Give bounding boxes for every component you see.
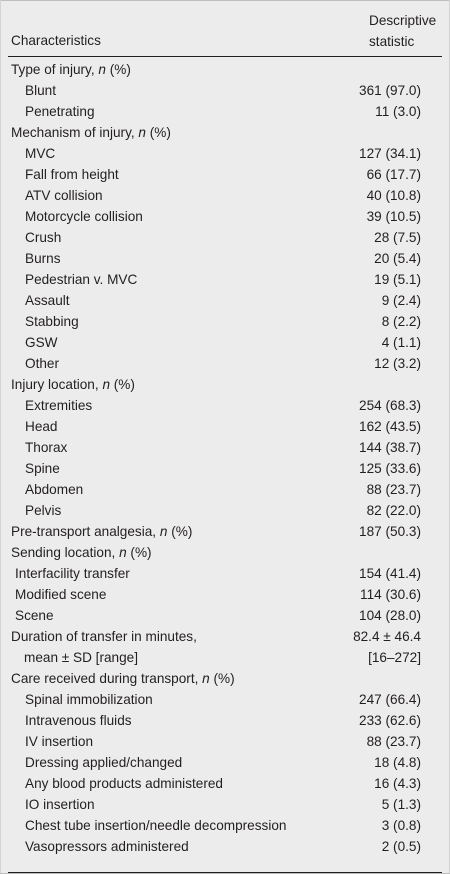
row-label [25, 164, 119, 185]
row-label-suffix: (%) [126, 545, 152, 560]
row-label-text: Stabbing [25, 314, 79, 329]
row-label-text: Spinal immobilization [25, 692, 153, 707]
table-row [8, 206, 442, 227]
row-label [25, 773, 223, 794]
row-label [25, 269, 137, 290]
table-row [8, 773, 442, 794]
row-label-text: Crush [25, 230, 62, 245]
row-label-suffix: (%) [110, 377, 135, 392]
row-label [11, 542, 152, 563]
row-label [25, 101, 95, 122]
header-characteristics: Characteristics [11, 33, 101, 48]
row-value: 4 (1.1) [381, 335, 421, 350]
row-label-text: Mechanism of injury, [11, 125, 139, 140]
row-value: 154 (41.4) [359, 566, 421, 581]
row-label-text: Any blood products administered [25, 776, 223, 791]
table-row [8, 395, 442, 416]
row-label [15, 563, 130, 584]
table-header [8, 0, 442, 57]
table-row [8, 836, 442, 857]
table-section-row [8, 521, 442, 542]
table-section-row [8, 668, 442, 689]
row-value: 8 (2.2) [381, 314, 421, 329]
row-label-text: Fall from height [25, 167, 119, 182]
table-row [8, 815, 442, 836]
table-row [8, 143, 442, 164]
row-label [25, 458, 60, 479]
row-label [25, 143, 55, 164]
table-row [8, 479, 442, 500]
row-value: 16 (4.3) [374, 776, 421, 791]
row-label [25, 836, 189, 857]
row-label [25, 752, 182, 773]
row-value: 9 (2.4) [381, 293, 421, 308]
table-section-row [8, 542, 442, 563]
row-label-italic: n [159, 524, 168, 539]
row-value: 233 (62.6) [359, 713, 421, 728]
row-value: 187 (50.3) [359, 524, 421, 539]
row-value: 2 (0.5) [381, 839, 421, 854]
row-value: 5 (1.3) [381, 797, 421, 812]
row-label-text: Care received during transport, [11, 671, 203, 686]
row-label-text: Chest tube insertion/needle decompression [25, 818, 287, 833]
table-row [8, 80, 442, 101]
row-label [25, 710, 132, 731]
row-label-suffix: (%) [167, 524, 193, 539]
row-label [11, 626, 197, 647]
row-label-text: MVC [25, 146, 56, 161]
row-label-text: Injury location, [11, 377, 103, 392]
row-label-text: IV insertion [25, 734, 94, 749]
row-label [11, 59, 131, 80]
row-label [25, 353, 59, 374]
row-label [25, 290, 70, 311]
row-label-text: ATV collision [25, 188, 103, 203]
row-label-text: Spine [25, 461, 60, 476]
row-label [25, 311, 79, 332]
row-label [11, 521, 192, 542]
row-label [25, 416, 58, 437]
row-value-line2: [16–272] [368, 650, 421, 665]
row-label-text: Extremities [25, 398, 93, 413]
row-label-text: Intravenous fluids [25, 713, 132, 728]
row-label [25, 815, 286, 836]
row-label-text: Vasopressors administered [25, 839, 189, 854]
row-label-text: Sending location, [11, 545, 120, 560]
table-row [8, 731, 442, 752]
row-label [25, 80, 56, 101]
row-value: 11 (3.0) [375, 104, 421, 119]
row-value: 66 (17.7) [366, 167, 421, 182]
table-row [8, 437, 442, 458]
row-label-line2: mean ± SD [range] [24, 650, 139, 665]
row-value: 18 (4.8) [374, 755, 421, 770]
row-label [25, 500, 61, 521]
table-section-row [8, 122, 442, 143]
table-row [8, 164, 442, 185]
row-label [25, 395, 92, 416]
table-row [8, 311, 442, 332]
table-row [8, 605, 442, 626]
table-body [8, 57, 442, 873]
row-value: 19 (5.1) [374, 272, 421, 287]
row-label-italic: n [202, 671, 210, 686]
row-value: 104 (28.0) [359, 608, 421, 623]
row-label-text: Head [25, 419, 58, 434]
row-label [25, 479, 83, 500]
table-row [8, 794, 442, 815]
table-row [8, 584, 442, 605]
row-label-suffix: (%) [105, 62, 131, 77]
row-label-text: Dressing applied/changed [25, 755, 183, 770]
row-label-text: Abdomen [25, 482, 84, 497]
row-label-suffix: (%) [145, 125, 171, 140]
header-descriptive-statistic [369, 10, 436, 52]
row-label [25, 206, 143, 227]
row-label-text: Interfacility transfer [15, 566, 130, 581]
row-label-text: Pelvis [25, 503, 62, 518]
row-value: 125 (33.6) [359, 461, 421, 476]
row-label-text: Motorcycle collision [25, 209, 143, 224]
row-label [25, 248, 61, 269]
table-row [8, 500, 442, 521]
header-stat-line2: statistic [369, 34, 415, 49]
row-label-suffix: (%) [209, 671, 235, 686]
row-value: 82 (22.0) [366, 503, 421, 518]
row-label-text: Duration of transfer in minutes, [11, 629, 197, 644]
row-label-text: Blunt [25, 83, 56, 98]
row-label-text: Penetrating [25, 104, 95, 119]
table-row [8, 689, 442, 710]
table-row [8, 185, 442, 206]
row-value: 361 (97.0) [359, 83, 421, 98]
table-row [8, 101, 442, 122]
row-label-text: Type of injury, [11, 62, 99, 77]
row-value: 88 (23.7) [366, 482, 421, 497]
row-label-text: Thorax [25, 440, 68, 455]
table-row [8, 752, 442, 773]
row-label-italic: n [138, 125, 146, 140]
row-label [15, 584, 106, 605]
row-label-italic: n [102, 377, 110, 392]
table-row [8, 332, 442, 353]
table-row [8, 563, 442, 584]
header-stat-line1: Descriptive [369, 13, 437, 28]
row-value: 3 (0.8) [381, 818, 421, 833]
row-label-text: GSW [25, 335, 58, 350]
row-value: 28 (7.5) [374, 230, 421, 245]
row-label-text: Scene [15, 608, 54, 623]
row-label-italic: n [98, 62, 106, 77]
row-value: 20 (5.4) [374, 251, 421, 266]
table-row [8, 269, 442, 290]
row-value: 82.4 ± 46.4 [353, 629, 421, 644]
table-row [8, 227, 442, 248]
row-label [25, 731, 93, 752]
row-value: 40 (10.8) [366, 188, 421, 203]
row-value: 144 (38.7) [359, 440, 421, 455]
row-label [25, 437, 67, 458]
row-value: 127 (34.1) [359, 146, 421, 161]
row-label [25, 794, 95, 815]
table-row [8, 248, 442, 269]
row-label-text: Pedestrian v. MVC [25, 272, 138, 287]
row-label [11, 668, 235, 689]
row-label-text: Modified scene [15, 587, 107, 602]
row-value: 254 (68.3) [359, 398, 421, 413]
row-value: 88 (23.7) [366, 734, 421, 749]
row-label-text: Other [25, 356, 59, 371]
row-label [25, 185, 103, 206]
row-label [15, 605, 54, 626]
row-value: 247 (66.4) [359, 692, 421, 707]
table-row [8, 710, 442, 731]
table-section-row [8, 374, 442, 395]
row-label [25, 689, 153, 710]
row-label-text: Assault [25, 293, 70, 308]
frame-left-border [0, 0, 1, 874]
row-label [25, 332, 57, 353]
table-row [8, 353, 442, 374]
table-row [8, 626, 442, 668]
row-value: 12 (3.2) [374, 356, 421, 371]
table-row [8, 458, 442, 479]
row-value: 162 (43.5) [359, 419, 421, 434]
table-bottom-rule [8, 872, 442, 873]
row-label-text: Burns [25, 251, 61, 266]
table-row [8, 290, 442, 311]
row-label [11, 374, 135, 395]
row-label [25, 227, 61, 248]
row-label-text: Pre-transport analgesia, [11, 524, 160, 539]
table-row [8, 416, 442, 437]
row-label-text: IO insertion [25, 797, 95, 812]
row-value: 39 (10.5) [366, 209, 421, 224]
row-label-italic: n [119, 545, 127, 560]
table-section-row [8, 59, 442, 80]
row-label [11, 122, 171, 143]
row-value: 114 (30.6) [360, 587, 421, 602]
